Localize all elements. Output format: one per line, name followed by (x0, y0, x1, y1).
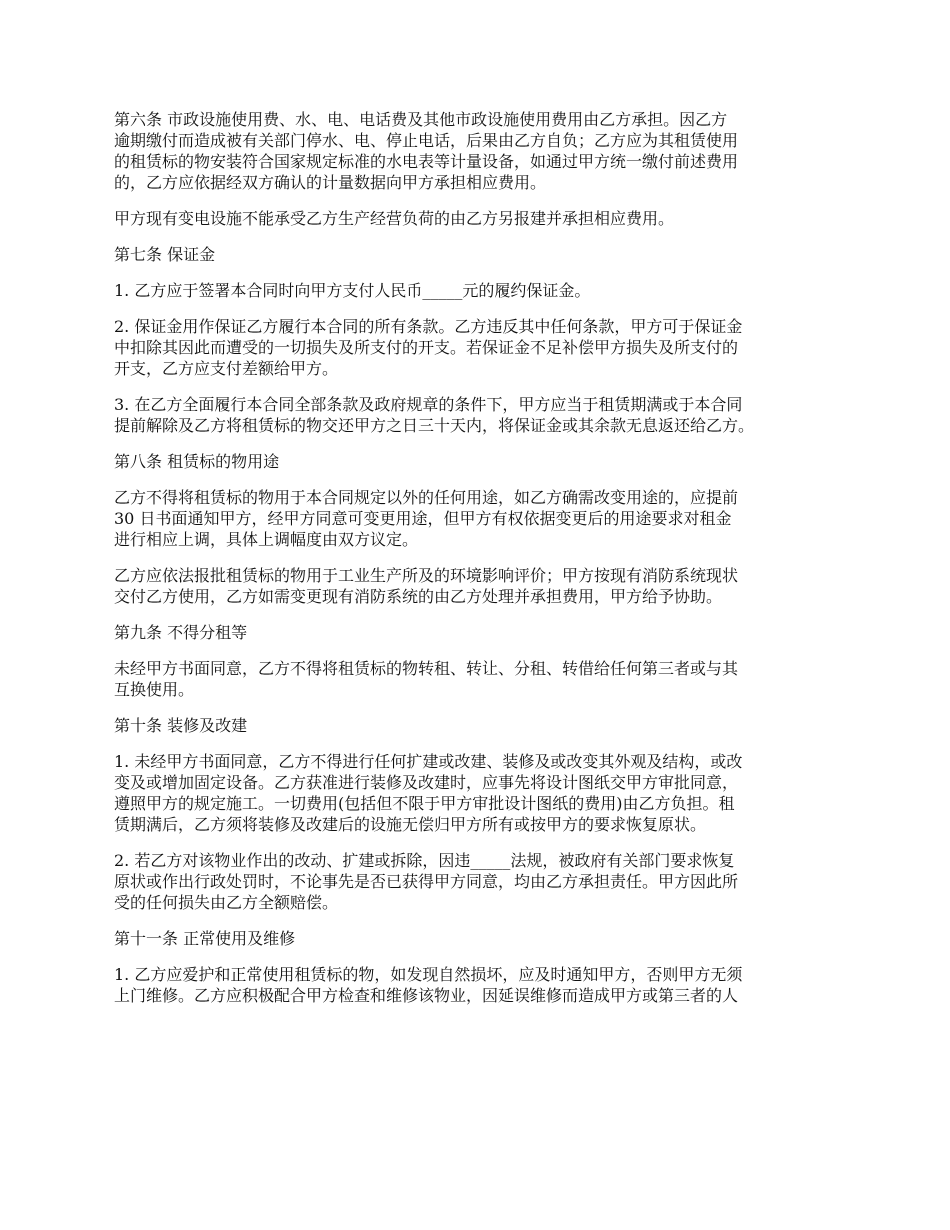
text-line: 赁期满后，乙方须将装修及改建后的设施无偿归甲方所有或按甲方的要求恢复原状。 (114, 815, 707, 834)
paragraph (114, 208, 854, 229)
text-line: 交付乙方使用，乙方如需变更现有消防系统的由乙方处理并承担费用，甲方给予协助。 (114, 587, 723, 606)
text-line: 变及或增加固定设备。乙方获准进行装修及改建时，应事先将设计图纸交甲方审批同意， (114, 773, 739, 792)
paragraph (114, 451, 854, 472)
text-line: 30 日书面通知甲方，经甲方同意可变更用途，但甲方有权依据变更后的用途要求对租金 (114, 509, 732, 528)
text-line: 原状或作出行政处罚时，不论事先是否已获得甲方同意，均由乙方承担责任。甲方因此所 (114, 872, 739, 891)
text-line: 第十一条 正常使用及维修 (114, 929, 296, 948)
paragraph (114, 928, 854, 949)
text-line: 乙方不得将租赁标的物用于本合同规定以外的任何用途，如乙方确需改变用途的，应提前 (114, 488, 739, 507)
text-line: 提前解除及乙方将租赁标的物交还甲方之日三十天内，将保证金或其余款无息返还给乙方。 (114, 416, 755, 435)
text-line: 1. 乙方应爱护和正常使用租赁标的物，如发现自然损坏，应及时通知甲方，否则甲方无须 (114, 965, 743, 984)
paragraph (114, 565, 854, 607)
text-line: 第十条 装修及改建 (114, 716, 248, 735)
text-line: 第六条 市政设施使用费、水、电、电话费及其他市政设施使用费用由乙方承担。因乙方 (114, 110, 728, 129)
text-line: 1. 未经甲方书面同意，乙方不得进行任何扩建或改建、装修及或改变其外观及结构，或改 (114, 752, 743, 771)
text-line: 乙方应依法报批租赁标的物用于工业生产所及的环境影响评价；甲方按现有消防系统现状 (114, 566, 739, 585)
text-line: 互换使用。 (114, 680, 195, 699)
text-line: 2. 保证金用作保证乙方履行本合同的所有条款。乙方违反其中任何条款，甲方可于保证金 (114, 317, 743, 336)
text-line: 的，乙方应依据经双方确认的计量数据向甲方承担相应费用。 (114, 173, 547, 192)
text-line: 2. 若乙方对该物业作出的改动、扩建或拆除，因违_____法规，被政府有关部门要求恢复 (114, 851, 735, 870)
text-line: 第八条 租赁标的物用途 (114, 452, 280, 471)
paragraph (114, 280, 854, 301)
paragraph (114, 394, 854, 436)
paragraph (114, 658, 854, 700)
paragraph (114, 622, 854, 643)
text-line: 中扣除其因此而遭受的一切损失及所支付的开支。若保证金不足补偿甲方损失及所支付的 (114, 338, 739, 357)
text-line: 甲方现有变电设施不能承受乙方生产经营负荷的由乙方另报建并承担相应费用。 (114, 209, 675, 228)
text-line: 进行相应上调，具体上调幅度由双方议定。 (114, 530, 419, 549)
paragraph (114, 244, 854, 265)
paragraph (114, 850, 854, 913)
text-line: 逾期缴付而造成被有关部门停水、电、停止电话，后果由乙方自负；乙方应为其租赁使用 (114, 131, 739, 150)
text-line: 的租赁标的物安装符合国家规定标准的水电表等计量设备，如通过甲方统一缴付前述费用 (114, 152, 739, 171)
text-line: 第九条 不得分租等 (114, 623, 248, 642)
paragraph (114, 715, 854, 736)
text-line: 受的任何损失由乙方全额赔偿。 (114, 893, 339, 912)
paragraph (114, 316, 854, 379)
text-line: 3. 在乙方全面履行本合同全部条款及政府规章的条件下，甲方应当于租赁期满或于本合同 (114, 395, 743, 414)
text-line: 第七条 保证金 (114, 245, 216, 264)
text-line: 未经甲方书面同意，乙方不得将租赁标的物转租、转让、分租、转借给任何第三者或与其 (114, 659, 739, 678)
paragraph (114, 751, 854, 835)
paragraph (114, 964, 854, 1006)
text-line: 开支，乙方应支付差额给甲方。 (114, 359, 339, 378)
text-line: 遵照甲方的规定施工。一切费用(包括但不限于甲方审批设计图纸的费用)由乙方负担。租 (114, 794, 735, 813)
paragraph (114, 487, 854, 550)
text-line: 1. 乙方应于签署本合同时向甲方支付人民币_____元的履约保证金。 (114, 281, 591, 300)
paragraph (114, 109, 854, 193)
text-line: 上门维修。乙方应积极配合甲方检查和维修该物业，因延误维修而造成甲方或第三者的人 (114, 986, 739, 1005)
document-body (114, 109, 854, 1021)
